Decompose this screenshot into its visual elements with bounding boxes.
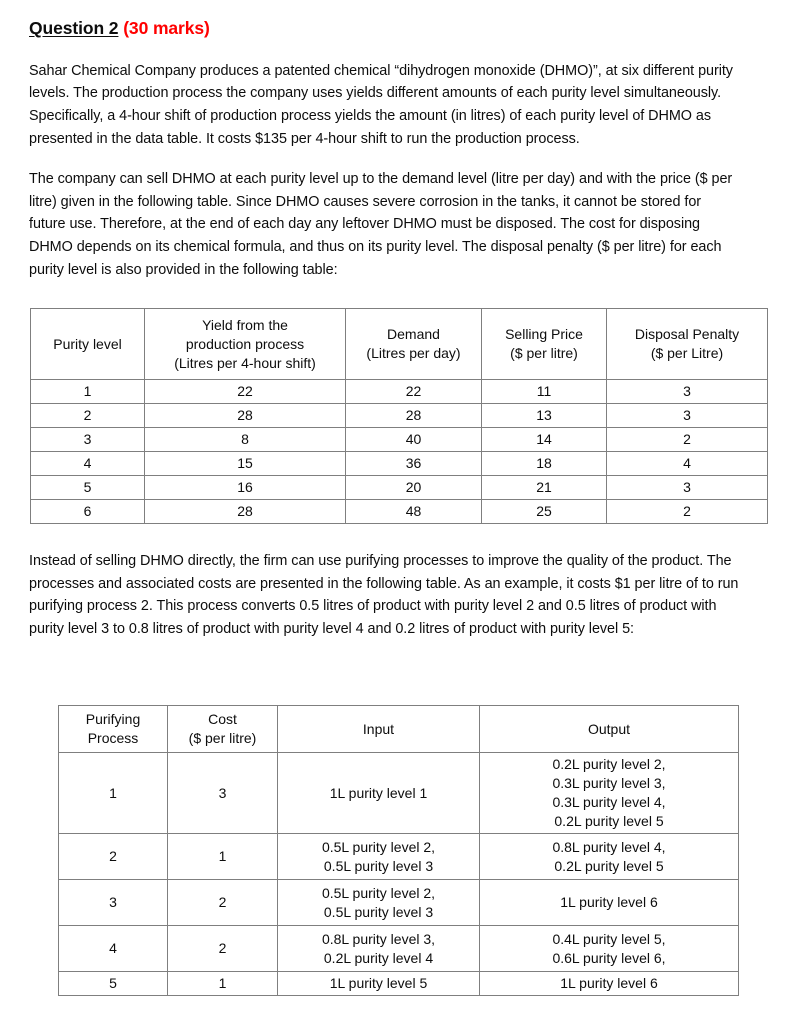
cell-purity-level: 3 [31, 428, 145, 452]
paragraph-demand-pricing: The company can sell DHMO at each purity level up to the demand level (litre per day) and with the price ($ per litre) given in the following table. Since DHMO causes severe corrosion in the tanks, it cannot be stored for future use. Therefore, at the end of each day any leftover DHMO must be disposed. The cost for disposing DHMO depends on its chemical formula, and thus on its purity level. The disposal penalty ($ per litre) for each purity level is also provided in the following table: [29, 171, 733, 278]
column-header-selling-price [482, 309, 607, 380]
purifying-table-header [59, 706, 739, 753]
cell-disposal-penalty: 4 [607, 452, 768, 476]
table-header-row [31, 309, 768, 380]
column-header-input [278, 706, 480, 753]
purifying-table [58, 705, 739, 996]
input-line: 0.5L purity level 3 [323, 903, 434, 920]
cell-demand: 36 [346, 452, 482, 476]
cell-input [278, 926, 480, 972]
cell-purity-level: 5 [31, 476, 145, 500]
table-row [59, 753, 739, 834]
cell-yield: 28 [145, 404, 346, 428]
cell-output [480, 926, 739, 972]
purifying-table-container [58, 705, 739, 996]
header-line: production process [185, 335, 305, 352]
cell-purity-level: 6 [31, 500, 145, 524]
output-line: 0.2L purity level 5 [554, 857, 664, 874]
input-line: 0.5L purity level 2, [321, 884, 436, 901]
question-title: Question 2 [29, 18, 119, 38]
header-line: (Litres per 4-hour shift) [174, 354, 316, 371]
cell-input [278, 972, 480, 996]
cell-purity-level: 2 [31, 404, 145, 428]
header-line: ($ per Litre) [650, 345, 724, 361]
cell-yield: 15 [145, 452, 346, 476]
cell-selling-price: 11 [482, 380, 607, 404]
header-line: Purity level [53, 335, 122, 352]
table-row [31, 452, 768, 476]
output-line: 0.4L purity level 5, [552, 930, 666, 947]
cell-yield: 28 [145, 500, 346, 524]
cell-selling-price: 13 [482, 404, 607, 428]
output-line: 1L purity level 6 [560, 975, 658, 991]
column-header-purity-level [31, 309, 145, 380]
column-header-disposal-penalty [607, 309, 768, 380]
paragraph-purifying-container [29, 550, 741, 658]
input-line: 0.5L purity level 3 [323, 857, 434, 874]
input-line: 0.8L purity level 3, [321, 930, 436, 947]
cell-demand: 40 [346, 428, 482, 452]
table-row [59, 834, 739, 880]
table-row [31, 500, 768, 524]
cell-output [480, 972, 739, 996]
cell-input [278, 834, 480, 880]
header-line: Yield from the [202, 316, 288, 333]
header-line: Input [362, 720, 395, 737]
output-line: 0.2L purity level 2, [552, 756, 666, 772]
table-header-row [59, 706, 739, 753]
table-row [31, 428, 768, 452]
output-line: 0.8L purity level 4, [552, 838, 666, 855]
cell-cost: 2 [168, 880, 278, 926]
cell-process: 4 [59, 926, 168, 972]
cell-process: 2 [59, 834, 168, 880]
output-line: 0.2L purity level 5 [554, 813, 664, 829]
cell-demand: 22 [346, 380, 482, 404]
input-line: 0.2L purity level 4 [323, 949, 434, 966]
cell-yield: 8 [145, 428, 346, 452]
table-row [31, 404, 768, 428]
cell-purity-level: 1 [31, 380, 145, 404]
cell-output [480, 880, 739, 926]
cell-disposal-penalty: 2 [607, 500, 768, 524]
paragraph-purifying: Instead of selling DHMO directly, the firm can use purifying processes to improve the quality of the product. The processes and associated costs are presented in the following table. As an example, it costs $1 per litre of to run purifying process 2. This process converts 0.5 litres of product with purity level 2 and 0.5 litres of product with purity level 3 to 0.8 litres of product with purity level 4 and 0.2 litres of product with purity level 5: [29, 553, 739, 637]
cell-selling-price: 18 [482, 452, 607, 476]
header-line: ($ per litre) [510, 345, 578, 361]
cell-cost: 1 [168, 834, 278, 880]
table-row [59, 972, 739, 996]
document-body [29, 18, 741, 299]
output-line: 0.3L purity level 3, [552, 775, 666, 791]
output-line: 0.6L purity level 6, [552, 949, 666, 966]
data-table-container [30, 308, 768, 524]
paragraph-intro: Sahar Chemical Company produces a patented chemical “dihydrogen monoxide (DHMO)”, at six different purity levels. The production process the company uses yields different amounts of each purity level simultaneously. Specifically, a 4-hour shift of production process yields the amount (in litres) of each purity level of DHMO as presented in the data table. It costs $135 per 4-hour shift to run the production process. [29, 62, 733, 147]
cell-input [278, 753, 480, 834]
header-line: Selling Price [505, 326, 583, 342]
header-line: Demand [387, 326, 440, 342]
header-line: Process [87, 730, 139, 746]
question-marks: (30 marks) [123, 18, 210, 38]
cell-output [480, 753, 739, 834]
header-line: (Litres per day) [366, 345, 461, 361]
cell-selling-price: 14 [482, 428, 607, 452]
cell-input [278, 880, 480, 926]
table-row [59, 880, 739, 926]
cell-purity-level: 4 [31, 452, 145, 476]
column-header-yield [145, 309, 346, 380]
column-header-demand [346, 309, 482, 380]
header-line: Purifying [85, 711, 141, 727]
data-table-body [31, 380, 768, 524]
cell-demand: 28 [346, 404, 482, 428]
cell-yield: 16 [145, 476, 346, 500]
input-line: 1L purity level 5 [329, 975, 428, 991]
column-header-output [480, 706, 739, 753]
column-header-cost [168, 706, 278, 753]
output-line: 0.3L purity level 4, [552, 794, 666, 810]
data-table-header [31, 309, 768, 380]
cell-selling-price: 21 [482, 476, 607, 500]
header-line: ($ per litre) [188, 730, 257, 746]
purifying-table-body [59, 753, 739, 996]
cell-disposal-penalty: 3 [607, 404, 768, 428]
cell-cost: 2 [168, 926, 278, 972]
header-line: Cost [208, 711, 237, 727]
cell-demand: 20 [346, 476, 482, 500]
cell-cost: 1 [168, 972, 278, 996]
cell-cost: 3 [168, 753, 278, 834]
cell-disposal-penalty: 3 [607, 476, 768, 500]
cell-disposal-penalty: 3 [607, 380, 768, 404]
cell-yield: 22 [145, 380, 346, 404]
table-row [31, 380, 768, 404]
table-row [31, 476, 768, 500]
input-line: 0.5L purity level 2, [321, 838, 436, 855]
output-line: 1L purity level 6 [560, 894, 658, 910]
cell-process: 1 [59, 753, 168, 834]
cell-selling-price: 25 [482, 500, 607, 524]
header-line: Disposal Penalty [634, 326, 740, 342]
cell-disposal-penalty: 2 [607, 428, 768, 452]
header-line: Output [587, 720, 631, 737]
page-title [29, 18, 741, 40]
column-header-purifying-process [59, 706, 168, 753]
cell-process: 3 [59, 880, 168, 926]
cell-demand: 48 [346, 500, 482, 524]
table-row [59, 926, 739, 972]
data-table [30, 308, 768, 524]
input-line: 1L purity level 1 [329, 784, 428, 801]
cell-output [480, 834, 739, 880]
cell-process: 5 [59, 972, 168, 996]
